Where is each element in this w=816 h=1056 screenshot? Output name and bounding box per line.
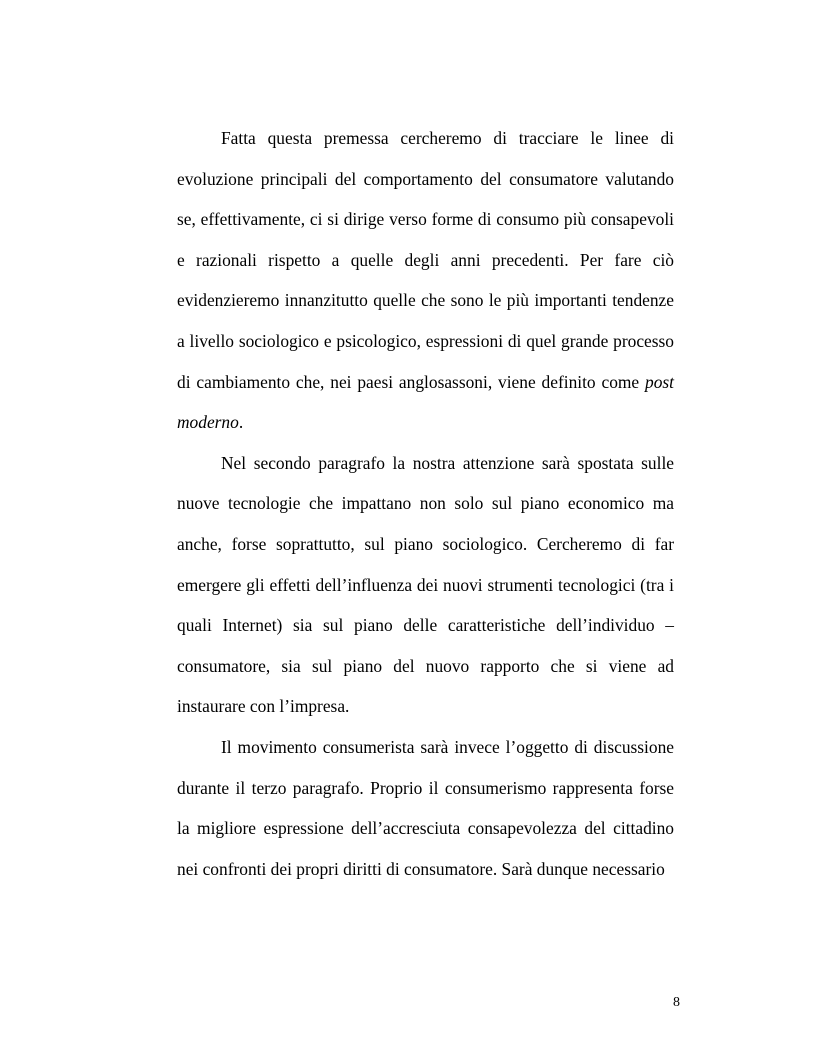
paragraph-1-text: Fatta questa premessa cercheremo di tracciare le linee di evoluzione principali del comportamento del consumatore valutando se, effettivamente, ci si dirige verso forme di consumo più consapevoli e razionali rispetto a quelle degli anni precedenti. Per fare ciò evidenzieremo innanzitutto quelle che sono le più importanti tendenze a livello sociologico e psicologico, espressioni di quel grande processo di cambiamento che, nei paesi anglosassoni, viene definito come (177, 128, 674, 392)
paragraph-1-ending: . (238, 412, 244, 433)
page-number: 8 (673, 995, 680, 1010)
paragraph-1 (177, 118, 674, 443)
paragraph-2: Nel secondo paragrafo la nostra attenzione sarà spostata sulle nuove tecnologie che impattano non solo sul piano economico ma anche, forse soprattutto, sul piano sociologico. Cercheremo di far emergere gli effetti dell’influenza dei nuovi strumenti tecnologici (tra i quali Internet) sia sul piano delle caratteristiche dell’individuo – consumatore, sia sul piano del nuovo rapporto che si viene ad instaurare con l’impresa. (177, 452, 674, 717)
paragraph-3: Il movimento consumerista sarà invece l’oggetto di discussione durante il terzo paragrafo. Proprio il consumerismo rappresenta forse la migliore espressione dell’accresciuta consapevolezza del cittadino nei confronti dei propri diritti di consumatore. Sarà dunque necessario (177, 736, 674, 879)
emphasis-post-moderno: post moderno (177, 371, 674, 433)
body-text (177, 118, 674, 889)
